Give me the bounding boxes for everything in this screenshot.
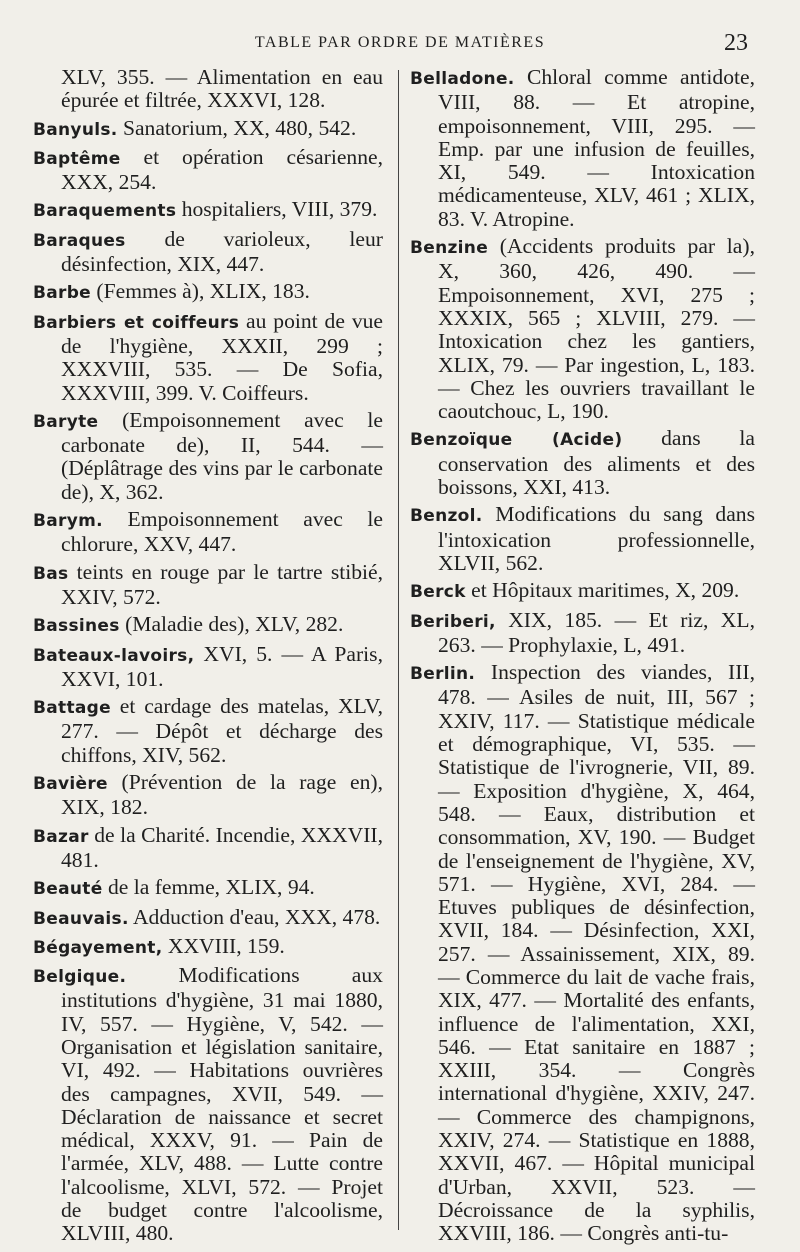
index-entry <box>410 503 755 575</box>
index-entry <box>410 235 755 423</box>
entry-headword: Bateaux-lavoirs, <box>33 645 195 666</box>
entry-headword: Bassines <box>33 616 120 637</box>
entry-text: (Empoisonnement avec le carbonate de), II, 544. — (Déplâtrage des vins par le carbonate de), X, 362. <box>61 407 383 504</box>
entry-text: (Femmes à), XLIX, 183. <box>96 279 310 304</box>
entry-text: Sanatorium, XX, 480, 542. <box>122 115 357 140</box>
entry-headword: Benzoïque (Acide) <box>410 430 623 451</box>
index-entry <box>33 906 383 931</box>
entry-text: Modifications du sang dans l'intoxication professionnelle, XLVII, 562. <box>438 502 755 575</box>
entry-text: et cardage des matelas, XLV, 277. — Dépôt et décharge des chiffons, XIV, 562. <box>61 694 383 767</box>
entry-headword: Baptême <box>33 148 121 169</box>
entry-headword: Barbiers et coiffeurs <box>33 312 240 333</box>
entry-text: (Prévention de la rage en), XIX, 182. <box>61 770 383 820</box>
index-entry <box>410 661 755 1245</box>
index-entry <box>410 579 755 604</box>
entry-headword: Beauté <box>33 879 103 900</box>
entry-text: Chloral comme antidote, VIII, 88. — Et atropine, empoisonnement, VIII, 295. — Emp. par une infusion de feuilles, XI, 549. — Intoxication médicamenteuse, XLV, 461 ; XLIX, 83. V. Atropine. <box>438 65 755 231</box>
entry-headword: Barbe <box>33 283 92 304</box>
index-entry <box>33 695 383 767</box>
entry-text: au point de vue de l'hygiène, XXXII, 299 ; XXXVIII, 535. — De Sofia, XXXVIII, 399. V. Coiffeurs. <box>61 308 383 405</box>
index-entry <box>33 146 383 195</box>
entry-text: hospitaliers, VIII, 379. <box>181 197 378 222</box>
entry-text: teints en rouge par le tartre stibié, XXIV, 572. <box>61 559 384 609</box>
index-entry <box>33 117 383 142</box>
entry-headword: Berlin. <box>410 664 476 685</box>
index-entry <box>33 66 383 113</box>
index-entry <box>33 409 383 504</box>
entry-headword: Berck <box>410 582 466 603</box>
entry-headword: Benzine <box>410 238 489 259</box>
entry-text: de la femme, XLIX, 94. <box>107 875 315 900</box>
index-entry <box>33 561 383 610</box>
index-entry <box>33 613 383 638</box>
index-entry <box>33 310 383 405</box>
index-entry <box>33 824 383 873</box>
index-entry <box>33 198 383 223</box>
entry-headword: Belgique. <box>33 967 127 988</box>
running-head <box>0 30 800 60</box>
index-entry <box>33 935 383 960</box>
entry-text: et opération césarienne, XXX, 254. <box>61 144 383 195</box>
right-column <box>410 66 755 1250</box>
index-entry <box>410 609 755 658</box>
entry-text: XIX, 185. — Et riz, XL, 263. — Prophylaxie, L, 491. <box>438 607 755 657</box>
entry-text: XLV, 355. — Alimentation en eau épurée et filtrée, XXXVI, 128. <box>61 65 383 113</box>
entry-headword: Benzol. <box>410 506 483 527</box>
entry-text: XXVIII, 159. <box>167 933 285 958</box>
entry-text: de varioleux, leur désinfection, XIX, 447. <box>61 226 383 277</box>
entry-text: Modifications aux institutions d'hygiène, 31 mai 1880, IV, 557. — Hygiène, V, 542. — Organisation et législation sanitaire, VI, 492. — Habitations ouvrières des campagnes, XVII, 549. — Déclaration de naissance et secret médical, XXXV, 91. — Pain de l'armée, XLV, 488. — Lutte contre l'alcoolisme, XLVI, 572. — Projet de budget contre l'alcoolisme, XLVIII, 480. <box>61 963 383 1246</box>
entry-text: Adduction d'eau, XXX, 478. <box>132 904 381 929</box>
entry-headword: Battage <box>33 698 111 719</box>
index-entry <box>33 280 383 305</box>
entry-headword: Baryte <box>33 411 99 432</box>
column-divider <box>398 70 399 1230</box>
entry-text: Inspection des viandes, III, 478. — Asiles de nuit, III, 567 ; XXIV, 117. — Statistique médicale et démographique, VI, 535. — Statistique de l'ivrognerie, VII, 89. — Exposition d'hygiène, X, 464, 548. — Eaux, distribution et consommation, XV, 190. — Budget de l'enseignement de l'hygiène, XV, 571. — Hygiène, XVI, 284. — Etuves publiques de désinfection, XVII, 184. — Désinfection, XXI, 257. — Assainissement, XIX, 89. — Commerce du lait de vache frais, XIX, 477. — Mortalité des enfants, influence de l'alimentation, XXI, 546. — Etat sanitaire en 1887 ; XXIII, 354. — Congrès international d'hygiène, XXIV, 247. — Commerce des champignons, XXIV, 274. — Statistique en 1888, XXVII, 467. — Hôpital municipal d'Urban, XXVII, 523. — Décroissance de la syphilis, XXVIII, 186. — Congrès anti-tu- <box>438 660 755 1246</box>
entry-headword: Bavière <box>33 774 108 795</box>
entry-text: (Maladie des), XLV, 282. <box>125 612 344 637</box>
index-entry <box>33 771 383 820</box>
entry-text: et Hôpitaux maritimes, X, 209. <box>471 578 740 603</box>
entry-headword: Barym. <box>33 511 103 532</box>
entry-headword: Banyuls. <box>33 119 118 140</box>
entry-text: dans la conservation des aliments et des boissons, XXI, 413. <box>438 426 755 500</box>
entry-headword: Baraques <box>33 230 126 251</box>
left-column <box>33 66 383 1250</box>
running-title: TABLE PAR ORDRE DE MATIÈRES <box>254 34 546 51</box>
index-entry <box>410 427 755 499</box>
entry-headword: Bégayement, <box>33 937 163 958</box>
index-entry <box>33 876 383 901</box>
entry-text: (Accidents produits par la), X, 360, 426, 490. — Empoisonnement, XVI, 275 ; XXXIX, 565 ; XLVIII, 279. — Intoxication chez les gantiers, XLIX, 79. — Par ingestion, L, 183. — Chez les ouvriers travaillant le caoutchouc, L, 190. <box>438 234 755 424</box>
entry-headword: Beauvais. <box>33 908 129 929</box>
page-number: 23 <box>724 30 748 56</box>
entry-headword: Belladone. <box>410 69 515 89</box>
index-entry <box>33 508 383 557</box>
entry-headword: Bazar <box>33 826 89 847</box>
entry-text: XVI, 5. — A Paris, XXVI, 101. <box>61 641 383 691</box>
entry-headword: Beriberi, <box>410 611 496 632</box>
entry-headword: Bas <box>33 563 69 584</box>
index-entry <box>33 228 383 277</box>
entry-text: Empoisonnement avec le chlorure, XXV, 447. <box>61 507 383 557</box>
index-entry <box>410 66 755 231</box>
index-entry <box>33 964 383 1246</box>
index-entry <box>33 643 383 692</box>
entry-headword: Baraquements <box>33 201 177 222</box>
entry-text: de la Charité. Incendie, XXXVII, 481. <box>61 822 383 872</box>
